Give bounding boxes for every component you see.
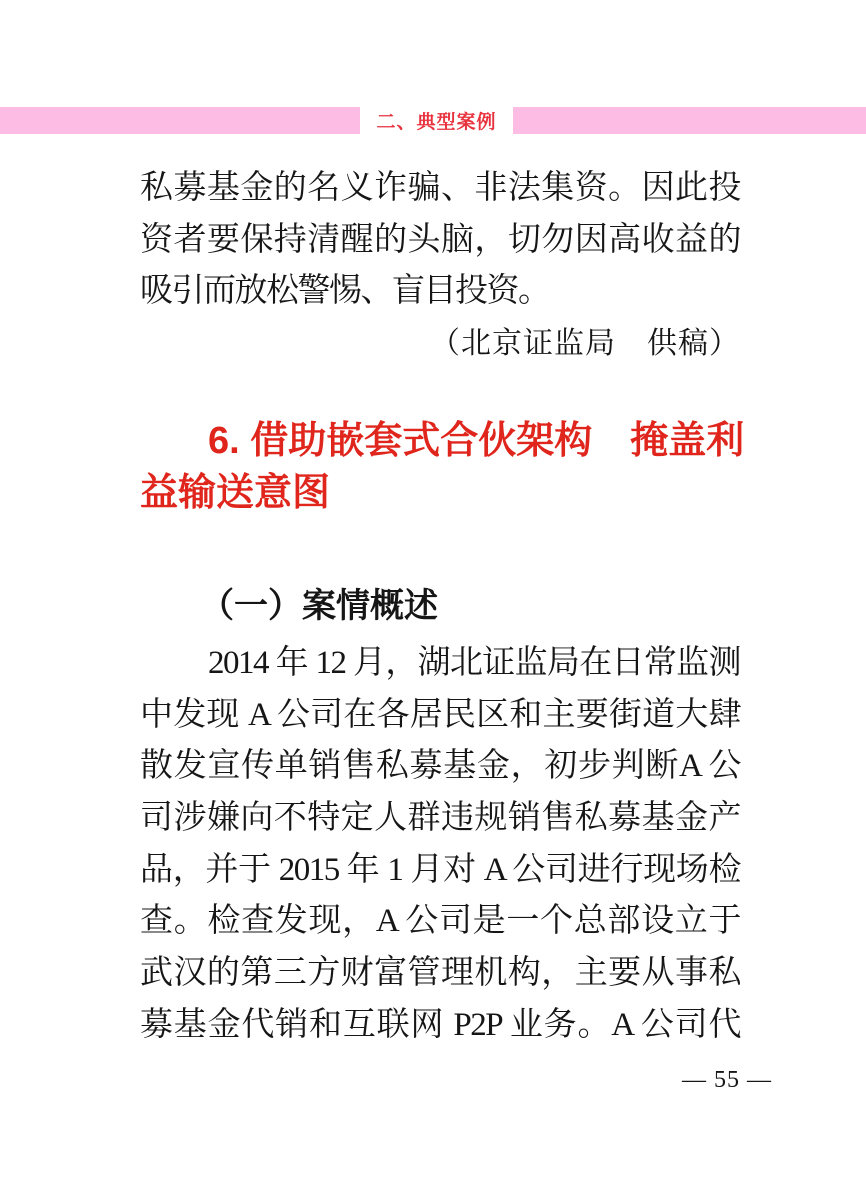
paragraph-line: 品，并于 2015 年 1 月对 A 公司进行现场检: [140, 851, 740, 888]
section-heading-line: 益输送意图: [140, 471, 331, 514]
paragraph-line: 散发宣传单销售私募基金，初步判断A 公: [140, 748, 740, 785]
header-band-left: [0, 107, 360, 134]
paragraph-line: 查。检查发现，A 公司是一个总部设立于: [140, 903, 740, 940]
chapter-label-box: [360, 107, 513, 134]
section-heading-line: 6. 借助嵌套式合伙架构 掩盖利: [208, 419, 745, 462]
paragraph-line: 私募基金的名义诈骗、非法集资。因此投: [140, 170, 740, 206]
paragraph-line: 司涉嫌向不特定人群违规销售私募基金产: [140, 799, 740, 836]
section-heading: [140, 415, 745, 519]
page-content: [140, 163, 745, 1051]
paragraph-line: 资者要保持清醒的头脑，切勿因高收益的: [140, 221, 740, 258]
subsection-heading: （一）案情概述: [200, 586, 438, 625]
intro-paragraph: [140, 163, 740, 370]
paragraph-line: 募基金代销和互联网 P2P 业务。A 公司代: [140, 1006, 740, 1043]
paragraph-line: 吸引而放松警惕、盲目投资。: [140, 273, 550, 310]
chapter-label: 二、典型案例: [376, 112, 497, 133]
chapter-header-band: [0, 107, 866, 134]
paragraph-line: 2014 年 12 月，湖北证监局在日常监测: [208, 644, 740, 681]
page-number: — 55 —: [682, 1067, 772, 1093]
paragraph-line: 中发现 A 公司在各居民区和主要街道大肆: [140, 696, 740, 733]
header-band-right: [513, 107, 866, 134]
case-paragraph: [140, 638, 740, 1052]
attribution-line: （北京证监局 供稿）: [430, 327, 740, 361]
paragraph-line: 武汉的第三方财富管理机构，主要从事私: [140, 955, 740, 992]
